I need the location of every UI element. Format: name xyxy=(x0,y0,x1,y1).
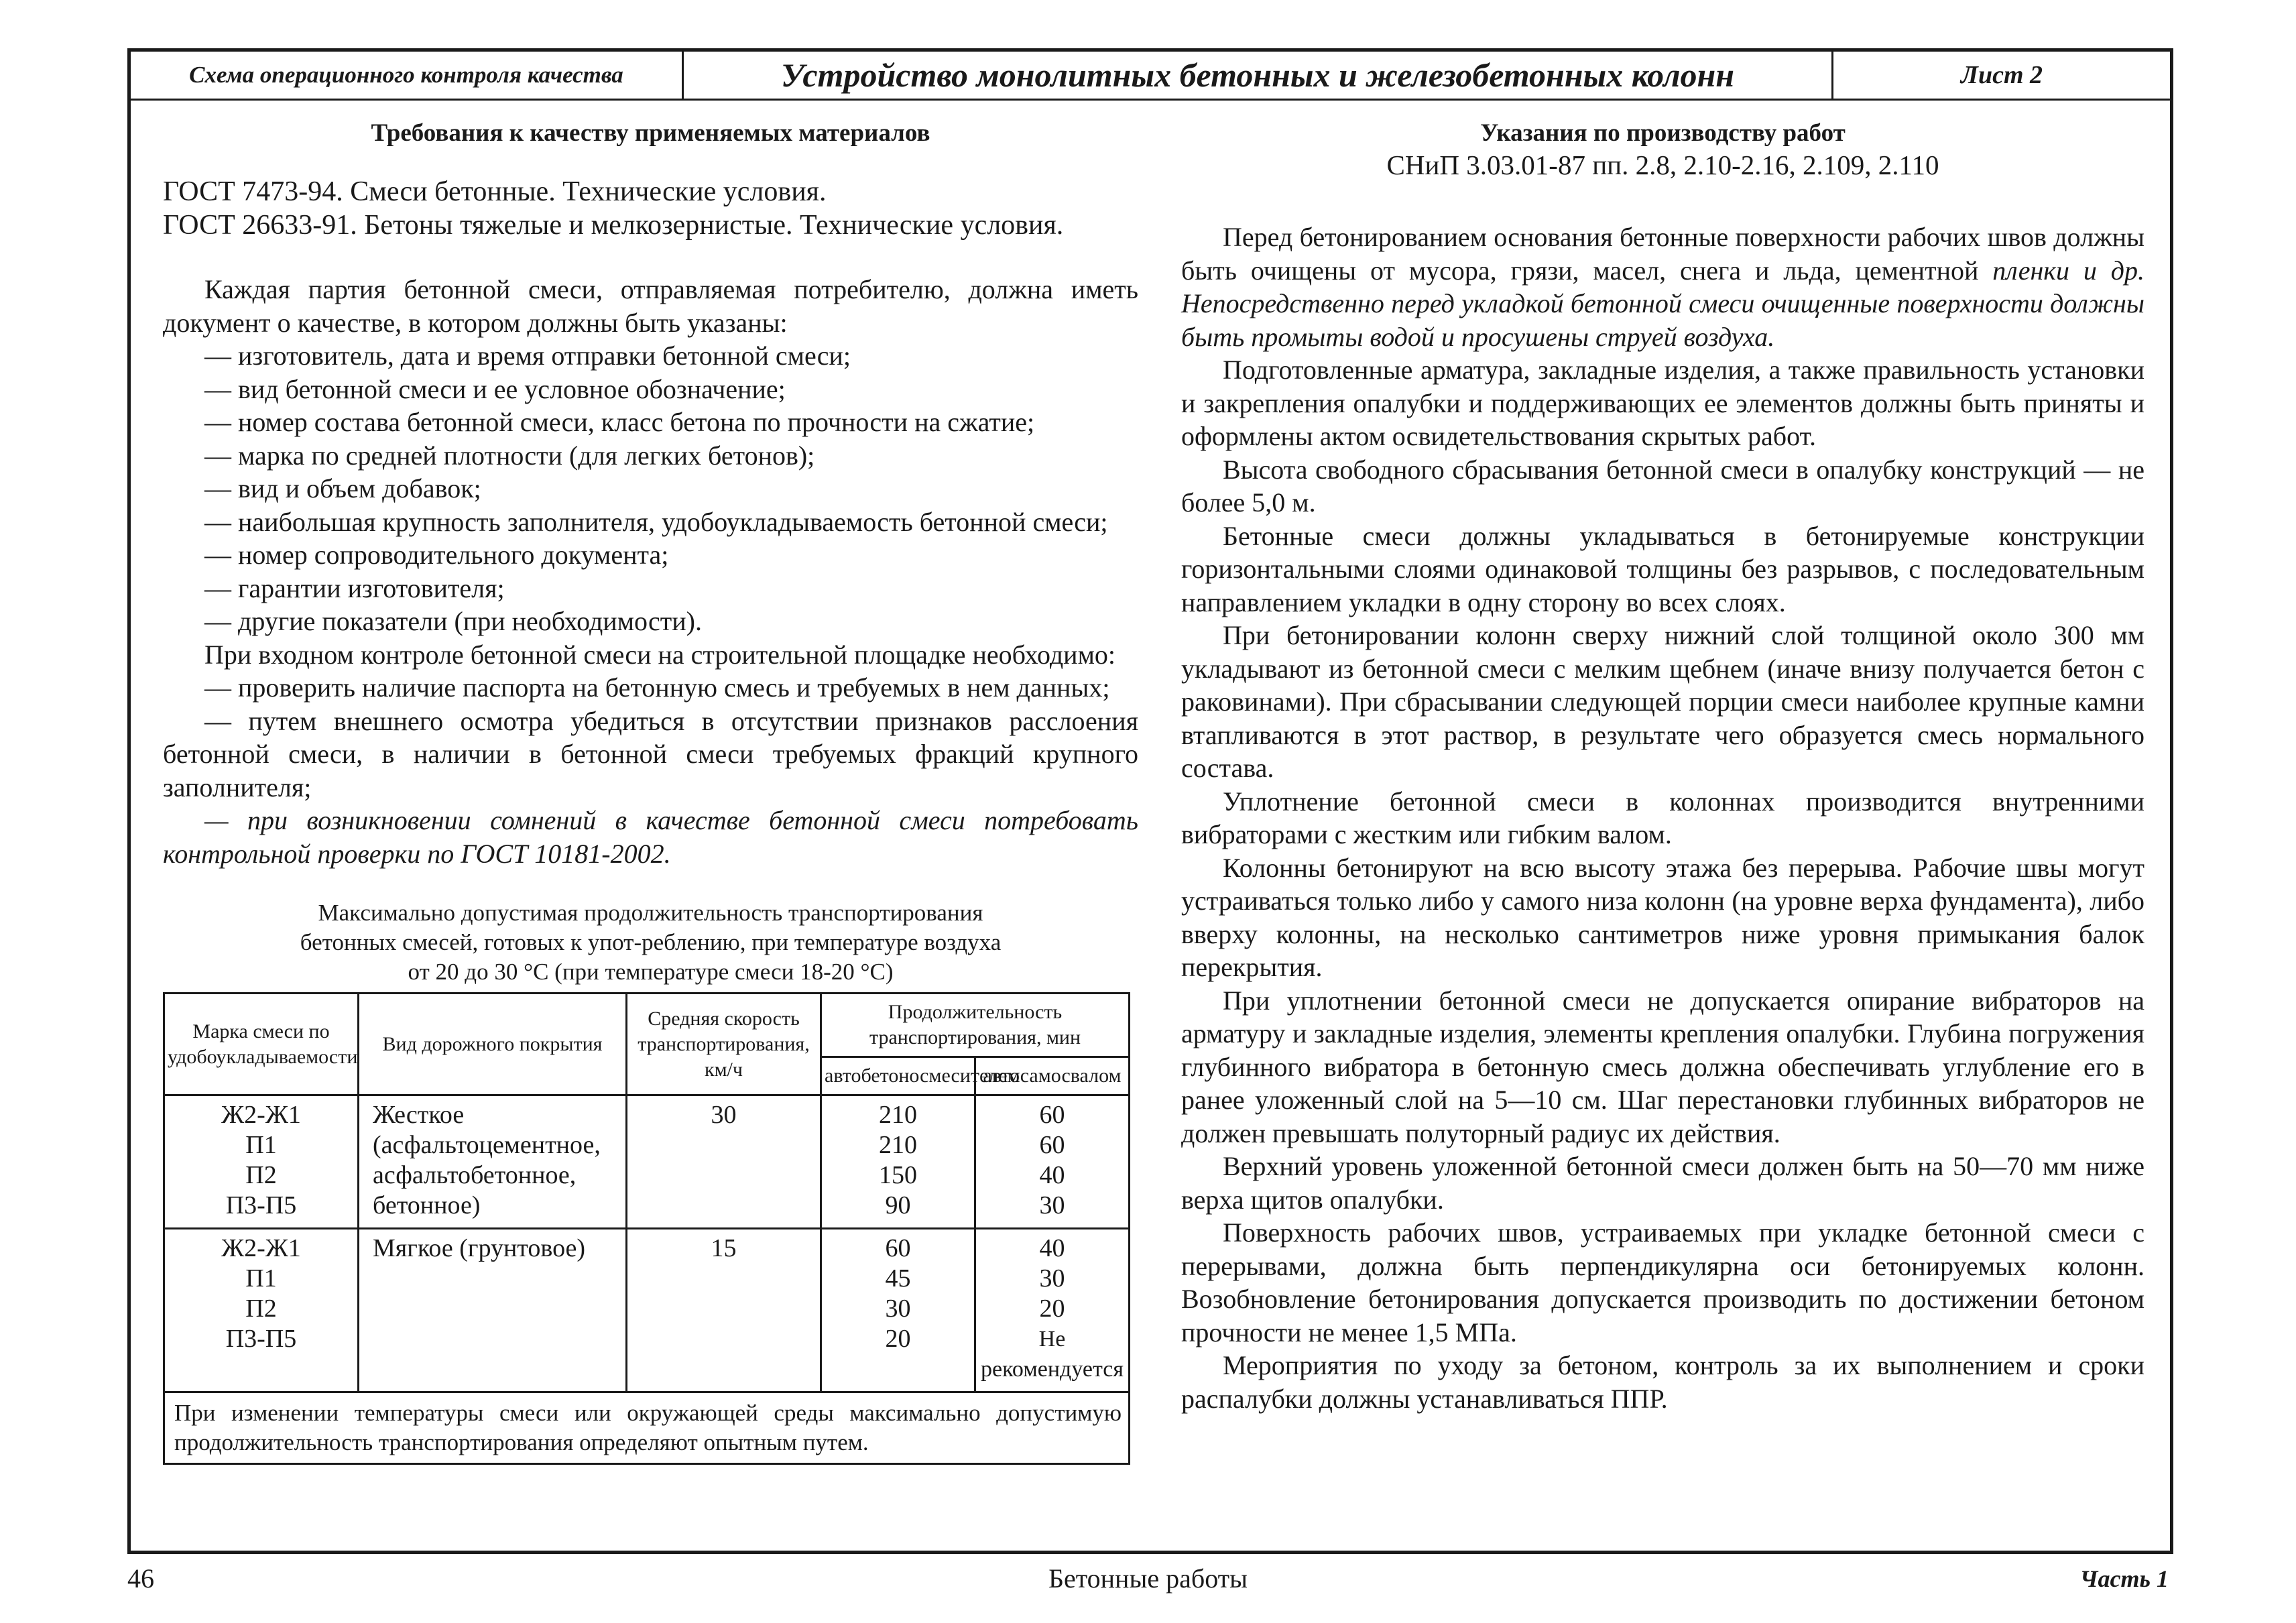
instruction-paragraph: Колонны бетонируют на всю высоту этажа без перерыва. Рабочие швы могут устраиваться только либо у самого низа колонн (на уровне верха фундамента), либо вверху колонны, на несколько сантиметров ниже уровня примыкания балок перекрытия. xyxy=(1181,852,2144,982)
footer-part-label: Часть 1 xyxy=(2079,1565,2169,1592)
table-header-row xyxy=(164,994,1130,1057)
gost-item: ГОСТ 7473-94. Смеси бетонные. Технические условия. xyxy=(163,176,827,207)
gost-list xyxy=(163,175,1138,242)
mark-value: П1 xyxy=(245,1264,277,1293)
table-row xyxy=(164,1229,1130,1392)
requirement-item: — вид бетонной смеси и ее условное обозначение; xyxy=(204,373,786,404)
instruction-paragraph: Мероприятия по уходу за бетоном, контроль за их выполнением и сроки распалубки должны устанавливаться ППР. xyxy=(1181,1350,2144,1414)
mark-value: Ж2-Ж1 xyxy=(221,1101,301,1129)
mixer-value: 30 xyxy=(885,1295,911,1323)
input-control-item: — при возникновении сомнений в качестве бетонной смеси потребовать контрольной проверки по ГОСТ 10181-2002. xyxy=(163,805,1138,869)
header-dump-truck: автосамосвалом xyxy=(975,1057,1130,1095)
header-sheet-number: Лист 2 xyxy=(1960,61,2043,89)
requirement-item: — другие показатели (при необходимости). xyxy=(204,606,702,636)
mark-value: П2 xyxy=(245,1295,277,1323)
materials-section-title: Требования к качеству применяемых материалов xyxy=(371,119,930,147)
mixer-value: 210 xyxy=(879,1131,917,1159)
mixer-value: 20 xyxy=(885,1325,911,1353)
header-mark: Марка смеси по удобоукладываемости xyxy=(164,994,359,1095)
dump-value: 40 xyxy=(1039,1161,1065,1189)
mark-value: П3-П5 xyxy=(225,1191,297,1219)
quality-intro: Каждая партия бетонной смеси, отправляемая потребителю, должна иметь документ о качестве, в котором должны быть указаны: xyxy=(163,274,1138,338)
input-control-item: — путем внешнего осмотра убедиться в отсутствии признаков расслоения бетонной смеси, в наличии в бетонной смеси требуемых фракций крупного заполнителя; xyxy=(163,705,1138,802)
mixer-value: 150 xyxy=(879,1161,917,1189)
mixer-value: 60 xyxy=(885,1234,911,1262)
mark-cell xyxy=(164,1229,359,1392)
table-caption-line: Максимально допустимая продолжительность транспортирования xyxy=(318,900,983,926)
instructions-body xyxy=(1181,221,2144,1415)
mixer-cell xyxy=(821,1229,975,1392)
mark-value: П1 xyxy=(245,1131,277,1159)
mixer-value: 210 xyxy=(879,1101,917,1129)
dump-value: 60 xyxy=(1039,1101,1065,1129)
requirement-item: — вид и объем добавок; xyxy=(204,473,481,503)
requirement-item: — изготовитель, дата и время отправки бетонной смеси; xyxy=(204,341,851,371)
instruction-paragraph: При бетонировании колонн сверху нижний слой толщиной около 300 мм укладывают из бетонной смеси с мелким щебнем (иначе внизу получается бетон с раковинами). При сбрасывании следующей порции смеси наиболее крупные камни втапливаются в этот раствор, в результате чего образуется смесь нормального состава. xyxy=(1181,620,2144,783)
requirement-item: — гарантии изготовителя; xyxy=(204,573,505,603)
page-frame xyxy=(127,48,2173,1554)
input-control-intro: При входном контроле бетонной смеси на строительной площадке необходимо: xyxy=(204,639,1116,670)
requirement-item: — номер сопроводительного документа; xyxy=(204,540,669,570)
quality-document-block xyxy=(163,273,1138,870)
requirement-item: — номер состава бетонной смеси, класс бетона по прочности на сжатие; xyxy=(204,407,1035,437)
mixer-cell xyxy=(821,1095,975,1229)
table-caption-line: бетонных смесей, готовых к упот-реблению, при температуре воздуха xyxy=(300,929,1002,955)
instruction-paragraph: При уплотнении бетонной смеси не допускается опирание вибраторов на арматуру и закладные изделия, элементы крепления опалубки. Глубина погружения глубинного вибратора в бетонную смесь должна обеспечивать углубление его в ранее уложенный слой на 5—10 см. Шаг перестановки глубинных вибраторов не должен превышать полуторный радиус их действия. xyxy=(1181,985,2144,1148)
dump-cell xyxy=(975,1229,1130,1392)
speed-cell: 15 xyxy=(627,1229,821,1392)
road-cell: Мягкое (грунтовое) xyxy=(359,1229,627,1392)
road-cell: Жесткое (асфальтоцементное, асфальтобетонное, бетонное) xyxy=(359,1095,627,1229)
page-number: 46 xyxy=(127,1563,154,1594)
footer-section-name: Бетонные работы xyxy=(1048,1563,1248,1594)
snip-reference: СНиП 3.03.01-87 пп. 2.8, 2.10-2.16, 2.109, 2.110 xyxy=(1386,149,1939,180)
table-note: При изменении температуры смеси или окружающей среды максимально допустимую продолжительность транспортирования определяют опытным путем. xyxy=(164,1392,1130,1464)
requirement-item: — наибольшая крупность заполнителя, удобоукладываемость бетонной смеси; xyxy=(204,506,1108,537)
dump-value: 60 xyxy=(1039,1131,1065,1159)
instruction-text-italic: пленки и др. Непосредственно перед укладкой бетонной смеси очищенные поверхности должны быть промыты водой и просушены струей воздуха. xyxy=(1181,255,2144,352)
right-column xyxy=(1181,119,2144,1415)
header-scheme-label: Схема операционного контроля качества xyxy=(131,52,684,99)
input-control-item: — проверить наличие паспорта на бетонную смесь и требуемых в нем данных; xyxy=(204,672,1110,703)
mixer-value: 45 xyxy=(885,1264,911,1293)
header-road: Вид дорожного покрытия xyxy=(359,994,627,1095)
table-row xyxy=(164,1095,1130,1229)
mark-cell xyxy=(164,1095,359,1229)
speed-cell: 30 xyxy=(627,1095,821,1229)
mark-value: П2 xyxy=(245,1161,277,1189)
instruction-paragraph: Бетонные смеси должны укладываться в бетонируемые конструкции горизонтальными слоями одинаковой толщины без разрывов, с последовательным направлением укладки в одну сторону во всех слоях. xyxy=(1181,520,2144,617)
instruction-paragraph: Высота свободного сбрасывания бетонной смеси в опалубку конструкций — не более 5,0 м. xyxy=(1181,454,2144,518)
instruction-paragraph xyxy=(1181,221,2144,353)
dump-value: 30 xyxy=(1039,1264,1065,1293)
dump-value: 40 xyxy=(1039,1234,1065,1262)
dump-value: 30 xyxy=(1039,1191,1065,1219)
mark-value: П3-П5 xyxy=(225,1325,297,1353)
instruction-paragraph: Верхний уровень уложенной бетонной смеси должен быть на 50—70 мм ниже верха щитов опалубки. xyxy=(1181,1151,2144,1215)
header-title: Устройство монолитных бетонных и железобетонных колонн xyxy=(684,52,1833,99)
instruction-paragraph: Поверхность рабочих швов, устраиваемых при укладке бетонной смеси с перерывами, должна быть перпендикулярна оси бетонируемых колонн. Возобновление бетонирования допускается производить по достижении бетоном прочности не менее 1,5 МПа. xyxy=(1181,1217,2144,1347)
instruction-paragraph: Подготовленные арматура, закладные изделия, а также правильность установки и закрепления опалубки и поддерживающих ее элементов должны быть приняты и оформлены актом освидетельствования скрытых работ. xyxy=(1181,355,2144,451)
header-bar xyxy=(131,52,2170,101)
header-speed: Средняя скорость транспортирования, км/ч xyxy=(627,994,821,1095)
table-caption-line: от 20 до 30 °С (при температуре смеси 18-20 °С) xyxy=(408,959,894,985)
transport-duration-table xyxy=(163,992,1130,1465)
left-column xyxy=(163,119,1138,1465)
mark-value: Ж2-Ж1 xyxy=(221,1234,301,1262)
instruction-paragraph: Уплотнение бетонной смеси в колоннах производится внутренними вибраторами с жестким или гибким валом. xyxy=(1181,786,2144,849)
instruction-text: Перед бетонированием основания бетонные поверхности рабочих швов должны быть очищены от мусора, грязи, масел, снега и льда, цементной xyxy=(1181,222,2144,286)
mixer-value: 90 xyxy=(885,1191,911,1219)
table-note-row xyxy=(164,1392,1130,1464)
instructions-section-title: Указания по производству работ xyxy=(1480,119,1846,147)
dump-value: Не рекомендуется xyxy=(981,1327,1124,1382)
dump-value: 20 xyxy=(1039,1295,1065,1323)
header-duration: Продолжительность транспортирования, мин xyxy=(821,994,1130,1057)
requirement-item: — марка по средней плотности (для легких бетонов); xyxy=(204,440,815,471)
dump-cell xyxy=(975,1095,1130,1229)
gost-item: ГОСТ 26633-91. Бетоны тяжелые и мелкозернистые. Технические условия. xyxy=(163,210,1064,241)
table-caption xyxy=(163,898,1138,987)
header-mixer: автобетоносмесителем xyxy=(821,1057,975,1095)
